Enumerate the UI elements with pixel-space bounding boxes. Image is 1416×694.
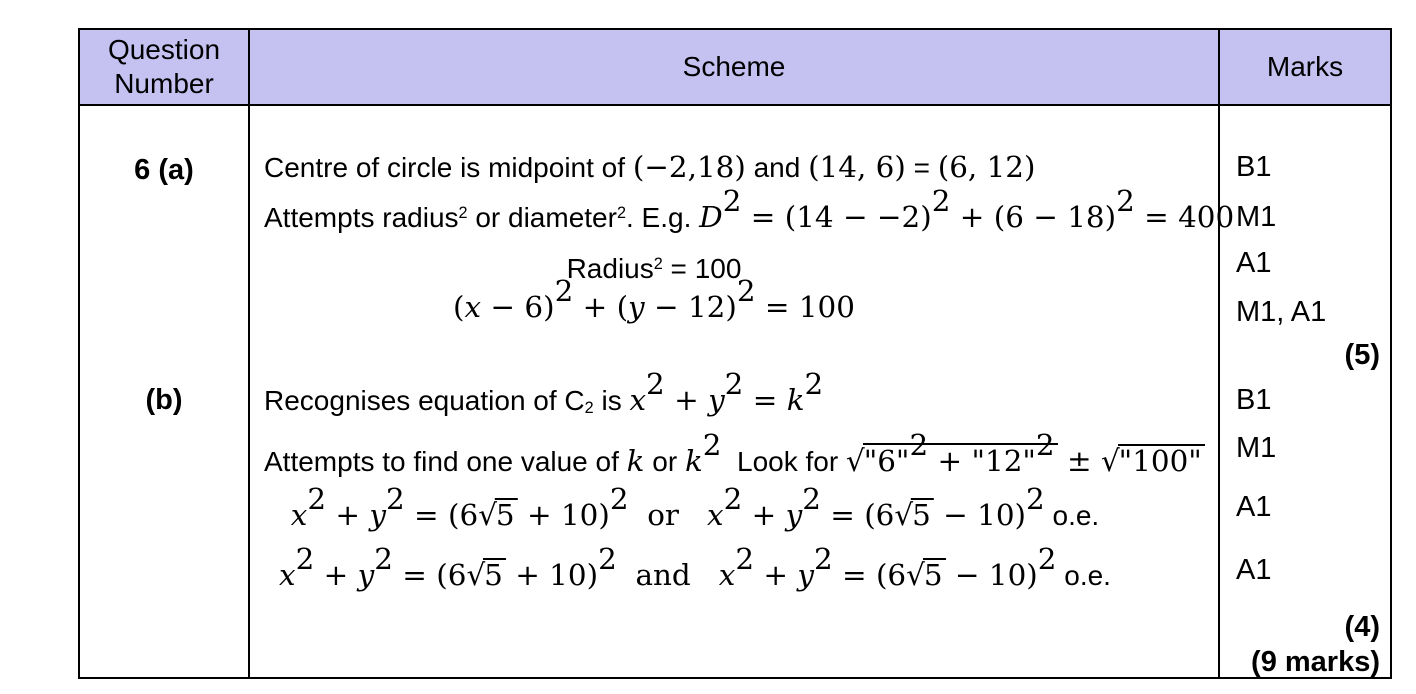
radical-sign-icon: √: [845, 444, 865, 479]
math: + "12": [928, 444, 1036, 479]
text: Attempts to find one value of: [264, 446, 627, 478]
superscript: 2: [736, 273, 756, 308]
scheme-line-a3: [567, 252, 742, 286]
superscript: 2: [307, 481, 327, 516]
subscript: 2: [584, 398, 594, 417]
text: or diameter: [467, 202, 617, 233]
scheme-line-a1: [264, 150, 1035, 185]
math-var: y: [628, 290, 645, 324]
math: 5: [923, 558, 943, 592]
text: or: [644, 446, 685, 478]
mark-b-4: A1: [1236, 554, 1272, 586]
text: o.e.: [1056, 560, 1111, 591]
radical-sign-icon: √: [478, 498, 497, 532]
radicand: [495, 498, 518, 531]
text: . E.g.: [626, 202, 700, 233]
text: Attempts radius: [264, 202, 459, 233]
mark-b-1: B1: [1236, 384, 1272, 416]
superscript: 2: [813, 541, 833, 576]
superscript: 2: [1035, 428, 1055, 462]
scheme-line-b3: [290, 481, 1100, 533]
text: Look for: [721, 446, 846, 478]
math-var: y: [708, 383, 725, 417]
header-cell-question-number: Question Number: [80, 30, 250, 104]
superscript: 2: [931, 183, 951, 218]
text: and: [745, 152, 809, 183]
math: +: [326, 498, 370, 532]
mark-a-3: A1: [1236, 247, 1272, 279]
superscript: 2: [804, 366, 824, 401]
superscript: 2: [386, 481, 405, 516]
math-var: k: [626, 444, 645, 479]
radical-sign-icon: √: [466, 558, 486, 592]
math: + (: [573, 290, 629, 324]
math-var: y: [369, 498, 387, 532]
text: Radius: [566, 253, 654, 284]
superscript: 2: [723, 481, 743, 516]
question-label-6a: 6 (a): [134, 154, 194, 186]
superscript: 2: [1026, 481, 1045, 516]
superscript: 2: [1037, 541, 1057, 576]
math-var: y: [357, 558, 375, 592]
math: +: [950, 200, 994, 234]
math: = (6: [392, 558, 467, 592]
scheme-column: [250, 106, 1235, 677]
table-body-row: [80, 106, 1390, 677]
math: − 10): [933, 498, 1027, 532]
header-cell-marks: Marks: [1266, 50, 1344, 82]
text: = 100: [662, 253, 742, 284]
superscript: 2: [702, 428, 722, 462]
superscript: 2: [802, 481, 821, 516]
math: + 10): [505, 558, 599, 592]
math-var: x: [290, 498, 308, 532]
text: =: [905, 152, 938, 183]
math: =: [741, 200, 785, 234]
math: = 100: [755, 290, 855, 324]
text: Recognises equation of C: [264, 385, 585, 416]
math: +: [754, 558, 798, 592]
superscript: 2: [598, 541, 617, 576]
math-var: k: [684, 444, 703, 479]
conjunction: and: [616, 558, 719, 592]
scheme-line-a4: [453, 273, 855, 325]
math-var: x: [629, 383, 647, 417]
part-a-total: (5): [1344, 339, 1380, 371]
text: Centre of circle is midpoint of: [264, 152, 633, 183]
superscript: 2: [646, 366, 665, 401]
superscript: 2: [1116, 183, 1135, 218]
math: (14 − −2): [784, 200, 932, 234]
mark-a-4: M1, A1: [1236, 296, 1327, 328]
text: o.e.: [1044, 500, 1100, 531]
math: "100": [1118, 444, 1202, 479]
math: (6, 12): [937, 150, 1036, 184]
math-var: x: [718, 558, 736, 592]
question-total: (9 marks): [1251, 646, 1380, 678]
math: − 12): [644, 290, 737, 324]
mark-b-2: M1: [1236, 432, 1277, 464]
superscript: 2: [653, 255, 663, 274]
math: 5: [495, 498, 515, 532]
radicand: [911, 498, 934, 531]
marks-column: [1220, 106, 1390, 677]
mark-a-1: B1: [1236, 151, 1272, 183]
math-var: D: [699, 200, 723, 234]
radicand: [1118, 444, 1205, 477]
math: − 10): [945, 558, 1038, 592]
mark-a-2: M1: [1236, 201, 1277, 233]
math-var: x: [706, 498, 724, 532]
superscript: 2: [458, 204, 468, 223]
math-var: x: [464, 290, 482, 324]
math-var: y: [785, 498, 803, 532]
superscript: 2: [722, 183, 742, 218]
math: (14, 6): [808, 150, 906, 184]
math: 5: [912, 498, 931, 532]
scheme-line-b2: [264, 428, 1205, 479]
radical-sign-icon: √: [906, 558, 925, 592]
superscript: 2: [374, 541, 393, 576]
math: =: [743, 383, 787, 417]
scheme-line-b1: [264, 366, 824, 418]
radicand: [863, 428, 1058, 479]
scheme-line-a2: [264, 183, 1235, 235]
header-cell-scheme: Scheme: [250, 30, 1220, 104]
superscript: 2: [735, 541, 755, 576]
math-var: y: [797, 558, 814, 592]
superscript: 2: [554, 273, 574, 308]
math-var: x: [279, 558, 296, 592]
math: − 6): [481, 290, 555, 324]
superscript: 2: [609, 481, 629, 516]
text: is: [593, 385, 630, 416]
math: 5: [484, 558, 503, 592]
mark-scheme-table: [78, 28, 1392, 679]
superscript: 2: [909, 428, 929, 462]
math: = (6: [404, 498, 479, 532]
superscript: 2: [295, 541, 315, 576]
math: = 400: [1134, 200, 1235, 234]
radical-sign-icon: √: [894, 498, 914, 532]
math: = (6: [832, 558, 907, 592]
radical-sign-icon: √: [1100, 444, 1120, 479]
mark-b-3: A1: [1236, 491, 1272, 523]
math: +: [742, 498, 786, 532]
math: +: [664, 383, 709, 417]
question-label-b: (b): [145, 384, 183, 416]
table-header-row: [80, 30, 1390, 106]
radicand: [923, 558, 946, 591]
math: +: [314, 558, 358, 592]
math: = (6: [820, 498, 895, 532]
radicand: [483, 558, 506, 591]
math: + 10): [517, 498, 610, 532]
math: "6": [863, 444, 910, 479]
superscript: 2: [616, 204, 626, 223]
math: ±: [1057, 444, 1101, 479]
math: (: [453, 290, 465, 324]
conjunction: or: [628, 498, 707, 532]
math: (−2,18): [632, 150, 746, 184]
part-b-total: (4): [1344, 611, 1380, 643]
superscript: 2: [724, 366, 744, 401]
math: (6 − 18): [993, 200, 1117, 234]
question-number-column: [80, 106, 250, 677]
math-var: k: [786, 383, 805, 417]
scheme-line-b4: [279, 541, 1111, 593]
